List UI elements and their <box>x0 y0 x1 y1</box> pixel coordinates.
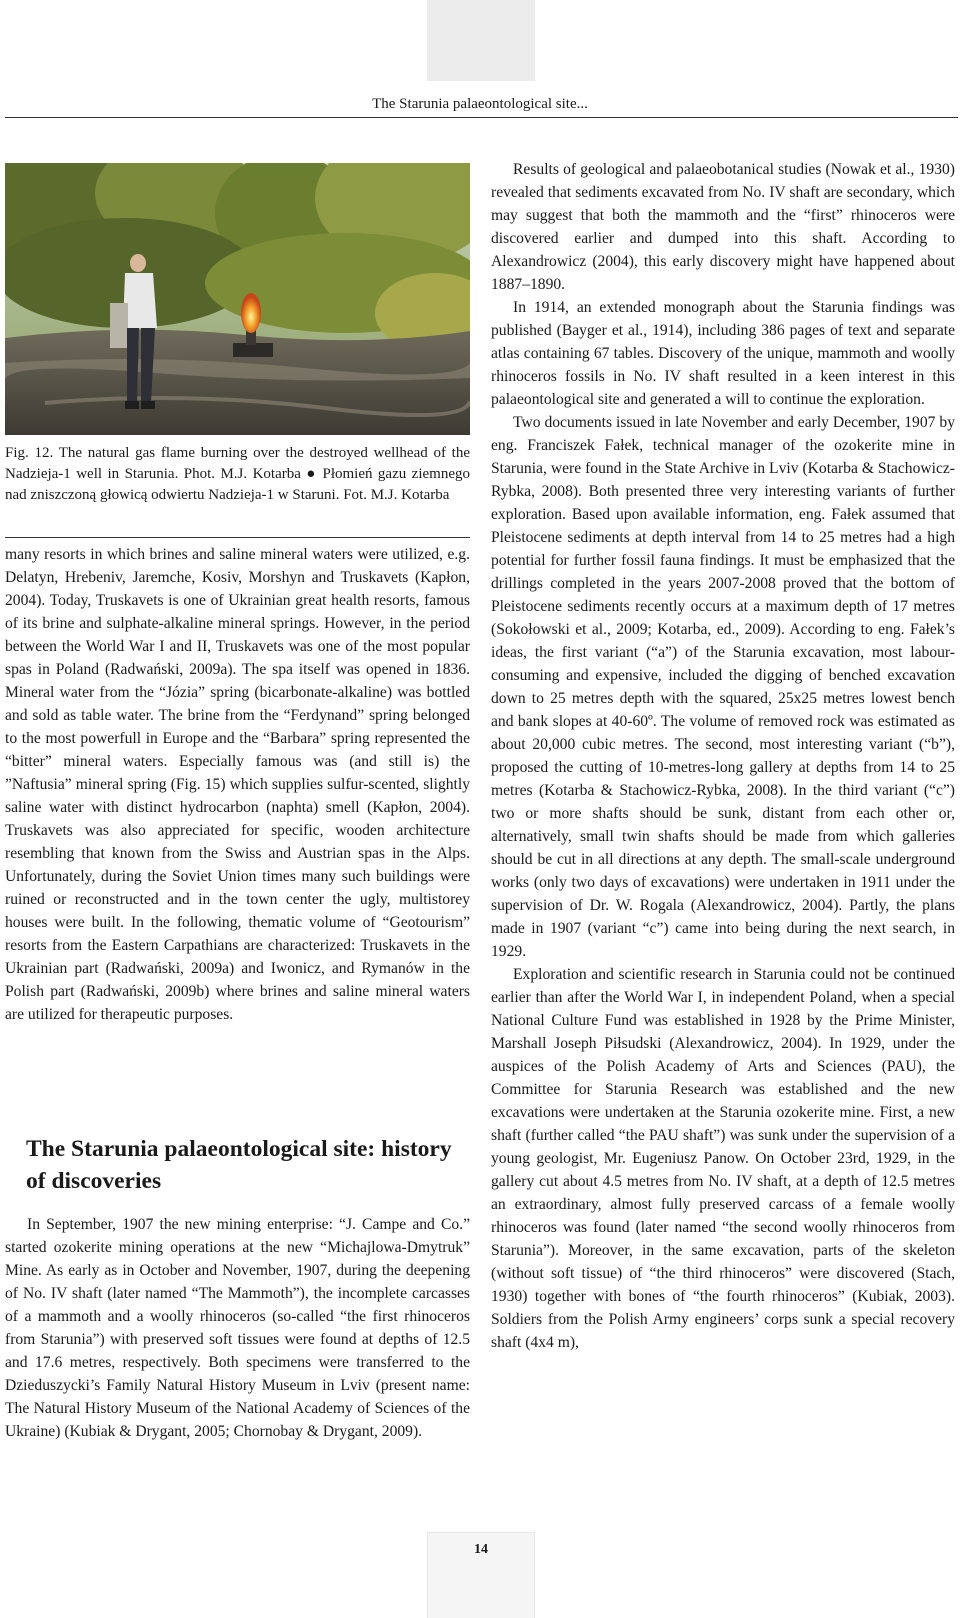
paragraph: many resorts in which brines and saline mineral waters were utilized, e.g. Delatyn, Hrebeniv, Jaremche, Kosiv, Morshyn and Truskavets (Kapłon, 2004). Today, Truskavets is one of Ukrainian great health resorts, famous of its brine and sulphate-alkaline mineral springs. However, in the period between the World War I and II, Truskavets was one of the most popular spas in Poland (Radwański, 2009a). The spa itself was opened in 1836. Mineral water from the “Józia” spring (bicarbonate-alkaline) was bottled and sold as table water. The brine from the “Ferdynand” spring belonged to the most powerfull in Europe and the “Barbara” spring represented the “bitter” mineral waters. Especially famous was (and still is) the ”Naftusia” mineral spring (Fig. 15) which supplies sulfur-scented, slightly saline water with distinct hydrocarbon (naphta) smell (Kapłon, 2004). Truskavets was also appreciated for specific, wooden architecture resembling that known from the Swiss and Austrian spas in the Alps. Unfortunately, during the Soviet Union times many such buildings were ruined or reconstructed and in the town center the ugly, multistorey houses were built. In the following, thematic volume of “Geotourism” resorts from the Eastern Carpathians are characterized: Truskavets in the Ukrainian part (Radwański, 2009a) and Iwonicz, and Rymanów in the Polish part (Radwański, 2009b) where brines and saline mineral waters are utilized for therapeutic purposes. <box>5 546 470 1023</box>
paragraph: Exploration and scientific research in Starunia could not be continued earlier than after the World War I, in independent Poland, when a special National Culture Fund was established in 1928 by the Prime Minister, Marshall Joseph Piłsudski (Alexandrowicz, 2004). In 1929, under the auspices of the Polish Academy of Arts and Sciences (PAU), the Committee for Starunia Research was established and the new excavations were undertaken at the Starunia ozokerite mine. First, a new shaft (further called “the PAU shaft”) was sunk under the supervision of a young geologist, Mr. Eugeniusz Panow. On October 23rd, 1929, in the gallery cut about 4.5 metres from No. IV shaft, at a depth of 12.5 metres an extraordinary, almost fully preserved carcass of a female woolly rhinoceros was found (later named “the second woolly rhinoceros from Starunia”). Moreover, in the same excavation, parts of the skeleton (without soft tissue) of “the third rhinoceros” were discovered (Stach, 1930) together with bones of “the fourth rhinoceros” (Kubiak, 2003). Soldiers from the Polish Army engineers’ corps sunk a special recovery shaft (4x4 m), <box>491 966 955 1351</box>
top-tab-decoration <box>427 0 535 81</box>
left-column-section <box>5 1213 470 1443</box>
running-title: The Starunia palaeontological site... <box>372 96 588 112</box>
caption-rule <box>5 537 470 538</box>
left-column-continuation <box>5 543 470 1026</box>
section-heading: The Starunia palaeontological site: history of discoveries <box>26 1136 452 1194</box>
paragraph: Two documents issued in late November and early December, 1907 by eng. Franciszek Fałek, technical manager of the ozokerite mine in Starunia, were found in the State Archive in Lviv (Kotarba & Stachowicz-Rybka, 2008). Both presented three very interesting variants of further exploration. Based upon available information, eng. Fałek assumed that Pleistocene sediments at depth interval from 14 to 25 metres had a high potential for further fossil fauna findings. It must be emphasized that the drillings completed in the years 2007-2008 proved that the bottom of Pleistocene sediments recently occurs at a maximum depth of 17 metres (Sokołowski et al., 2009; Kotarba, ed., 2009). According to eng. Fałek’s ideas, the first variant (“a”) of the Starunia excavation, most labour-consuming and expensive, included the digging of benched excavation down to 25 metres depth with the squared, 25x25 metres lowest bench and bank slopes at 40-60º. The volume of removed rock was estimated as about 20,000 cubic metres. The second, most interesting variant (“b”), proposed the cutting of 10-metres-long gallery at depths from 14 to 25 metres (Kotarba & Stachowicz-Rybka, 2008). In the third variant (“c”) two or more shafts should be sunk, distant from each other or, alternatively, small twin shafts should be made from which galleries should be cut in all directions at any depth. The small-scale underground works (only two days of excavations) were undertaken in 1911 under the supervision of Dr. W. Rogala (Alexandrowicz, 2004). Partly, the plans made in 1907 (variant “c”) came into being during the next search, in 1929. <box>491 414 955 960</box>
paragraph: In 1914, an extended monograph about the Starunia findings was published (Bayger et al., 1914), including 386 pages of text and separate atlas containing 67 tables. Discovery of the unique, mammoth and woolly rhinoceros fossils in No. IV shaft resulted in a keen interest in this palaeontological site and generated a will to continue the exploration. <box>491 299 955 408</box>
right-column <box>491 158 955 1354</box>
figure-photo <box>5 163 470 435</box>
figure-caption-text: Fig. 12. The natural gas flame burning over the destroyed wellhead of the Nadzieja-1 well in Starunia. Phot. M.J. Kotarba ● Płomień gazu ziemnego nad zniszczoną głowicą odwiertu Nadzieja-1 w Staruni. Fot. M.J. Kotarba <box>5 445 470 503</box>
page-number: 14 <box>474 1542 488 1557</box>
paragraph: Results of geological and palaeobotanical studies (Nowak et al., 1930) revealed that sediments excavated from No. IV shaft are secondary, which may suggest that both the mammoth and the “first” rhinoceros were discovered earlier and dumped into this shaft. According to Alexandrowicz (2004), this early discovery might have happened about 1887–1890. <box>491 161 955 293</box>
header-rule <box>5 117 958 118</box>
figure-caption <box>5 443 470 506</box>
paragraph: In September, 1907 the new mining enterprise: “J. Campe and Co.” started ozokerite mining operations at the new “Michajlowa-Dmytruk” Mine. As early as in October and November, 1907, during the deepening of No. IV shaft (later named “The Mammoth”), the incomplete carcasses of a mammoth and a woolly rhinoceros (so-called “the first rhinoceros from Starunia”) with preserved soft tissues were found at depths of 12.5 and 17.6 metres, respectively. Both specimens were transferred to the Dzieduszycki’s Family Natural History Museum in Lviv (present name: The Natural History Museum of the National Academy of Sciences of the Ukraine) (Kubiak & Drygant, 2005; Chornobay & Drygant, 2009). <box>5 1216 470 1440</box>
